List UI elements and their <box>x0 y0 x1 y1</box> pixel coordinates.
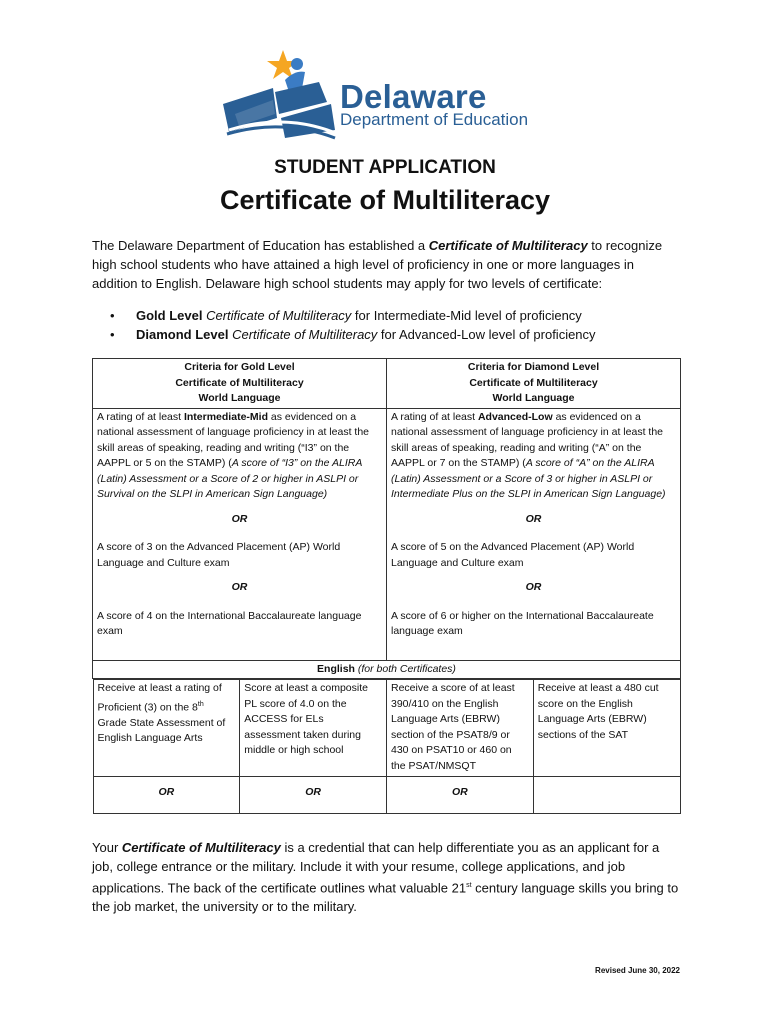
closing-paragraph <box>92 838 682 916</box>
diamond-rating-cell <box>387 408 681 504</box>
english-criteria-cell: Receive at least a 480 cut score on the English Language Arts (EBRW) sections of the SAT <box>533 680 680 777</box>
empty-cell <box>533 777 680 814</box>
gold-rating-text: A rating of at least <box>97 410 184 423</box>
closing-text: is a credential that can help differentiate you as an applicant for a job, college entrance or the military. Include it with your resume, college applications, and job applications. The back of the certificate outlines what valuable 21 <box>92 840 660 896</box>
diamond-level-label: Diamond Level <box>136 327 229 342</box>
level-list <box>110 306 596 344</box>
or-separator: OR <box>240 777 387 814</box>
gold-level-label: Gold Level <box>136 308 203 323</box>
diamond-level-desc: for Advanced-Low level of proficiency <box>377 327 596 342</box>
closing-text: Your <box>92 840 122 855</box>
table-row <box>93 660 681 679</box>
gold-rating-text: as evidenced on a national assessment of language proficiency in at least the skill areas of speaking, reading and writing (“I3” on the AAPPL or 5 on the STAMP) ( <box>97 410 370 469</box>
or-separator: OR <box>93 504 387 540</box>
diamond-rating-note: A score of “A” on the ALIRA (Latin) Assessment or a Score of 3 or higher in ASLPI or Intermediate Plus on the SLPI in American Sign Language) <box>391 457 666 500</box>
english-note: (for both Certificates) <box>357 662 456 675</box>
logo-department-text: Department of Education <box>340 110 529 129</box>
revised-date: Revised June 30, 2022 <box>595 966 680 975</box>
table-row <box>93 572 681 608</box>
intro-text-1: The Delaware Department of Education has established a <box>92 238 429 253</box>
criteria-table <box>92 358 681 814</box>
diamond-ib-cell: A score of 6 or higher on the International Baccalaureate language exam <box>387 608 681 661</box>
closing-text: century language skills you bring to the job market, the university or to the military. <box>92 880 679 915</box>
or-separator: OR <box>387 777 534 814</box>
english-criteria-cell <box>93 680 240 777</box>
diamond-header-line: World Language <box>492 392 575 404</box>
diamond-certificate-name: Certificate of Multiliteracy <box>232 327 378 342</box>
or-separator: OR <box>93 777 240 814</box>
or-separator: OR <box>387 504 681 540</box>
list-item <box>110 306 596 325</box>
superscript: th <box>197 700 204 708</box>
gold-ib-cell: A score of 4 on the International Baccalaureate language exam <box>93 608 387 661</box>
intro-paragraph <box>92 236 682 293</box>
table-row <box>93 408 681 504</box>
gold-header-line: Criteria for Gold Level <box>184 361 295 373</box>
english-criteria-table <box>93 679 681 814</box>
gold-ap-cell: A score of 3 on the Advanced Placement (AP) World Language and Culture exam <box>93 539 387 572</box>
english-criteria-container <box>93 679 681 814</box>
table-row <box>93 680 680 777</box>
page-subtitle: STUDENT APPLICATION <box>274 157 496 178</box>
english-label: English <box>317 662 355 675</box>
intro-certificate-name: Certificate of Multiliteracy <box>428 238 588 253</box>
intro-text-2: to recognize high school students who have attained a high level of proficiency in one or more languages in addition to English. Delaware high school students may apply for two levels of certificate: <box>92 238 663 291</box>
closing-certificate-name: Certificate of Multiliteracy <box>121 840 281 855</box>
gold-rating-cell <box>93 408 387 504</box>
or-separator: OR <box>387 572 681 608</box>
diamond-rating-text: as evidenced on a national assessment of language proficiency in at least the skill areas of speaking, reading and writing (“A” on the AAPPL or 7 on the STAMP) ( <box>391 410 664 469</box>
table-row <box>93 777 680 814</box>
table-row <box>93 359 681 409</box>
english-criteria-text: Receive at least a rating of Proficient (3) on the 8 <box>97 682 222 713</box>
gold-certificate-name: Certificate of Multiliteracy <box>206 308 352 323</box>
page-title: Certificate of Multiliteracy <box>219 185 551 215</box>
gold-rating-level: Intermediate-Mid <box>183 410 268 423</box>
table-row <box>93 504 681 540</box>
diamond-header-line: Criteria for Diamond Level <box>467 361 600 373</box>
diamond-criteria-header <box>387 359 681 409</box>
gold-level-desc: for Intermediate-Mid level of proficiency <box>351 308 582 323</box>
english-header <box>93 660 681 679</box>
superscript: st <box>466 882 472 889</box>
english-criteria-cell: Receive a score of at least 390/410 on the English Language Arts (EBRW) section of the PSAT8/9 or 430 on PSAT10 or 460 on the PSAT/NMSQT <box>387 680 534 777</box>
table-row <box>93 679 681 814</box>
gold-criteria-header <box>93 359 387 409</box>
english-criteria-cell: Score at least a composite PL score of 4.0 on the ACCESS for ELs assessment taken during middle or high school <box>240 680 387 777</box>
gold-header-line: Certificate of Multiliteracy <box>175 376 304 389</box>
gold-header-line: World Language <box>198 392 281 404</box>
table-row <box>93 608 681 661</box>
diamond-ap-cell: A score of 5 on the Advanced Placement (AP) World Language and Culture exam <box>387 539 681 572</box>
logo-delaware-text: Delaware <box>340 78 487 115</box>
list-item <box>110 325 596 344</box>
or-separator: OR <box>93 572 387 608</box>
table-row <box>93 539 681 572</box>
diamond-rating-level: Advanced-Low <box>477 410 553 423</box>
gold-rating-note: A score of “I3” on the ALIRA (Latin) Assessment or a Score of 2 or higher in ASLPI or Survival on the SLPI in American Sign Language) <box>97 457 362 500</box>
english-criteria-text: Grade State Assessment of English Language Arts <box>97 716 226 744</box>
diamond-rating-text: A rating of at least <box>391 410 478 423</box>
diamond-header-line: Certificate of Multiliteracy <box>469 376 598 389</box>
